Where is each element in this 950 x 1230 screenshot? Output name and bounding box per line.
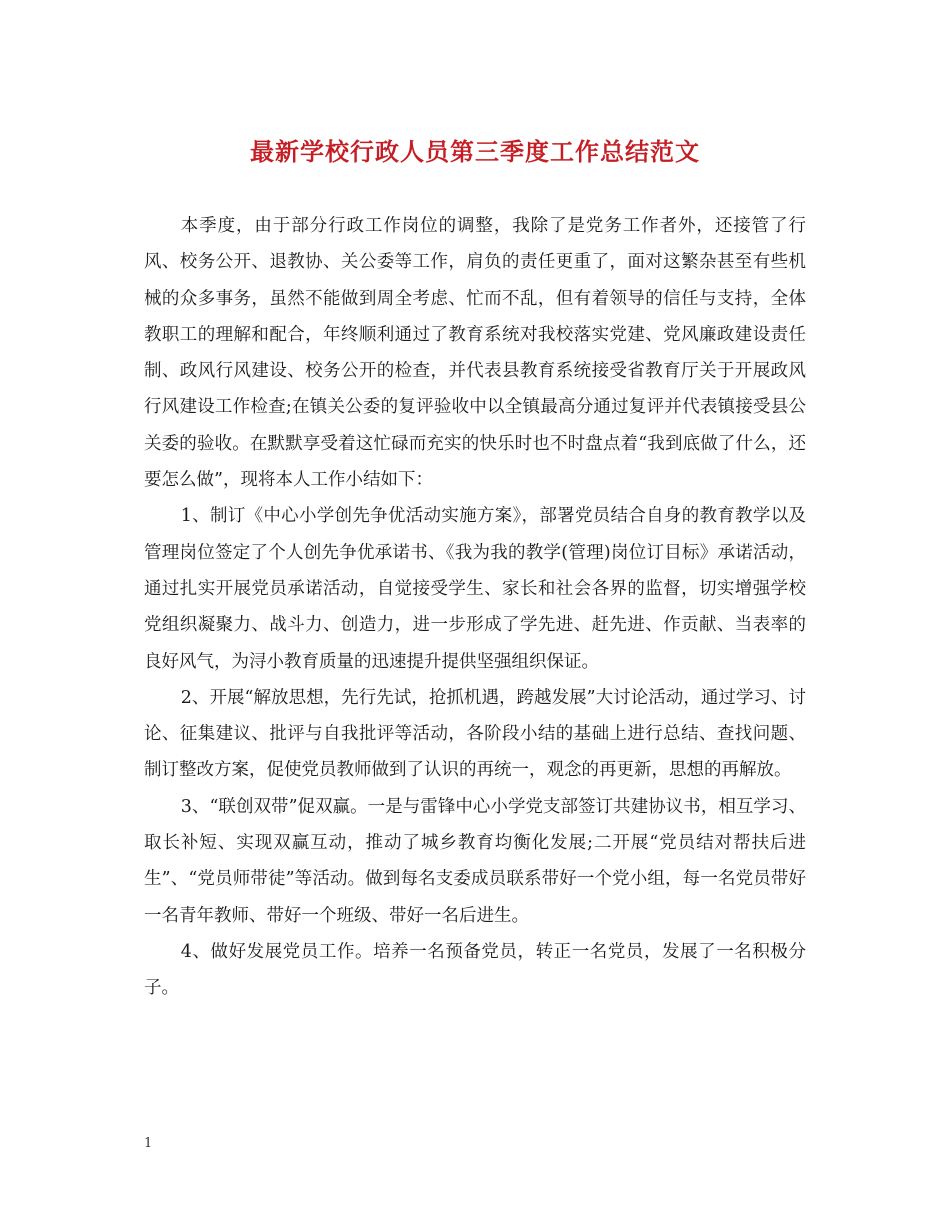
page-number: 1 — [144, 1136, 153, 1151]
paragraph-item-2: 2、开展“解放思想，先行先试，抢抓机遇，跨越发展”大讨论活动，通过学习、讨论、征集建议、批评与自我批评等活动，各阶段小结的基础上进行总结、查找问题、制订整改方案，促使党员教师做到了认识的再统一，观念的再更新，思想的再解放。 — [144, 687, 806, 781]
paragraph-item-3: 3、“联创双带”促双赢。一是与雷锋中心小学党支部签订共建协议书，相互学习、取长补短、实现双赢互动，推动了城乡教育均衡化发展;二开展“党员结对帮扶后进生”、“党员师带徒”等活动。做到每名支委成员联系带好一个党小组，每一名党员带好一名青年教师、带好一个班级、带好一名后进生。 — [144, 796, 806, 926]
paragraph-item-4: 4、做好发展党员工作。培养一名预备党员，转正一名党员，发展了一名积极分子。 — [144, 941, 806, 999]
document-body — [144, 208, 806, 1007]
paragraph-intro: 本季度，由于部分行政工作岗位的调整，我除了是党务工作者外，还接管了行风、校务公开、退教协、关公委等工作，肩负的责任更重了，面对这繁杂甚至有些机械的众多事务，虽然不能做到周全考虑、忙而不乱，但有着领导的信任与支持，全体教职工的理解和配合，年终顺利通过了教育系统对我校落实党建、党风廉政建设责任制、政风行风建设、校务公开的检查，并代表县教育系统接受省教育厅关于开展政风行风建设工作检查;在镇关公委的复评验收中以全镇最高分通过复评并代表镇接受县公关委的验收。在默默享受着这忙碌而充实的快乐时也不时盘点着“我到底做了什么，还要怎么做”，现将本人工作小结如下： — [144, 216, 806, 491]
paragraph-item-1: 1、制订《中心小学创先争优活动实施方案》，部署党员结合自身的教育教学以及管理岗位签定了个人创先争优承诺书、《我为我的教学(管理)岗位订目标》承诺活动，通过扎实开展党员承诺活动，自觉接受学生、家长和社会各界的监督，切实增强学校党组织凝聚力、战斗力、创造力，进一步形成了学先进、赶先进、作贡献、当表率的良好风气，为浔小教育质量的迅速提升提供坚强组织保证。 — [144, 506, 806, 672]
document-title: 最新学校行政人员第三季度工作总结范文 — [250, 138, 700, 166]
